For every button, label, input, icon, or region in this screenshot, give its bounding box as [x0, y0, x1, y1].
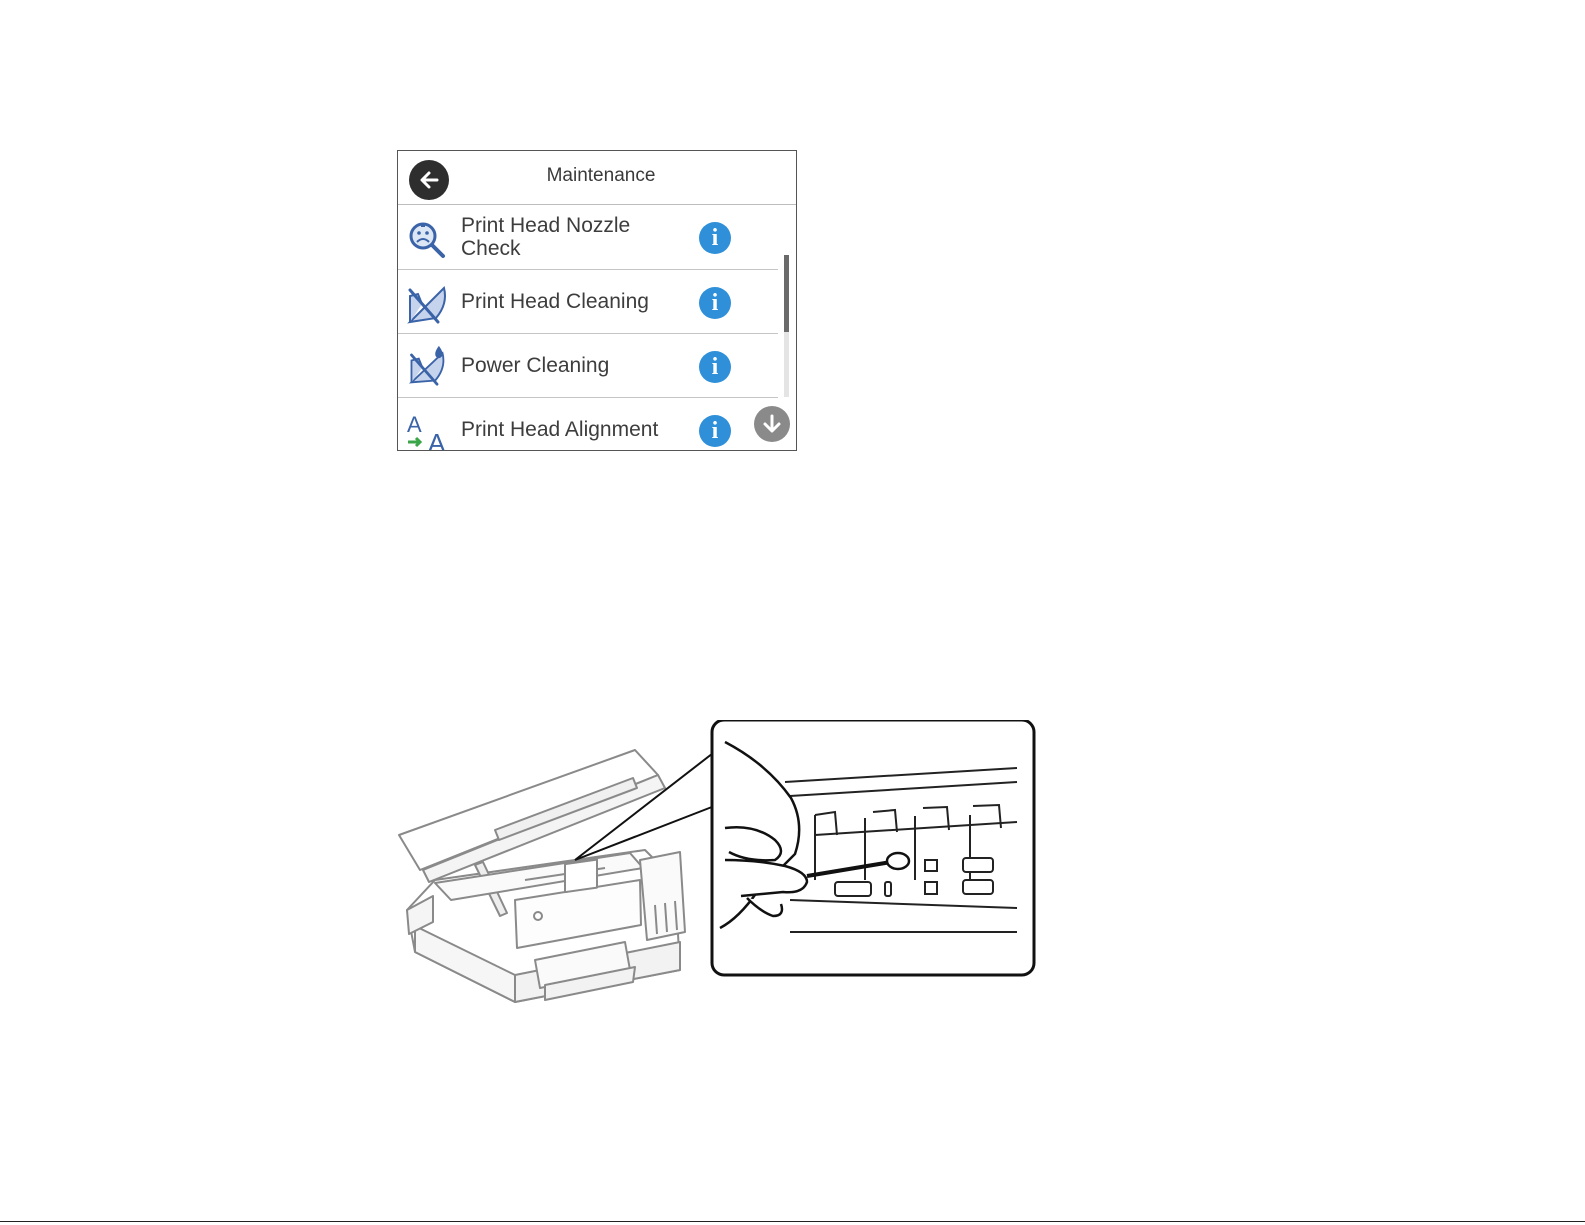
menu-item-label: Power Cleaning	[461, 354, 610, 377]
svg-text:A: A	[407, 412, 422, 437]
zoom-inset	[712, 720, 1034, 975]
menu-item-label	[461, 214, 691, 260]
menu-item-nozzle-check[interactable]	[398, 205, 778, 270]
screen-title: Maintenance	[546, 165, 656, 186]
info-button[interactable]	[699, 222, 731, 254]
menu-item-head-alignment[interactable]	[398, 398, 778, 451]
info-icon: i	[711, 290, 719, 316]
scrollbar-thumb[interactable]	[784, 255, 789, 332]
info-button[interactable]	[699, 415, 731, 447]
info-icon: i	[711, 225, 719, 251]
menu-item-label: Print Head Cleaning	[461, 290, 649, 313]
info-button[interactable]	[699, 351, 731, 383]
screen-header	[398, 151, 796, 205]
head-alignment-icon	[404, 410, 450, 451]
maintenance-screen	[397, 150, 797, 451]
printer-cleaning-illustration	[395, 720, 1055, 1020]
scroll-down-icon	[761, 413, 783, 435]
head-cleaning-icon	[404, 282, 450, 324]
page-bottom-rule	[0, 1221, 1585, 1222]
info-button[interactable]	[699, 287, 731, 319]
printer-drawing	[399, 750, 685, 1002]
svg-text:A: A	[428, 428, 446, 452]
menu-item-label: Print Head Alignment	[461, 418, 659, 441]
label-line: Print Head Nozzle	[461, 214, 631, 237]
menu-item-head-cleaning[interactable]	[398, 270, 778, 334]
info-icon: i	[711, 418, 719, 444]
label-line: Check	[461, 237, 521, 260]
power-cleaning-icon	[404, 344, 450, 386]
menu-item-power-cleaning[interactable]	[398, 334, 778, 398]
nozzle-check-icon	[404, 217, 450, 259]
info-icon: i	[711, 354, 719, 380]
scroll-down-button[interactable]	[754, 406, 790, 442]
